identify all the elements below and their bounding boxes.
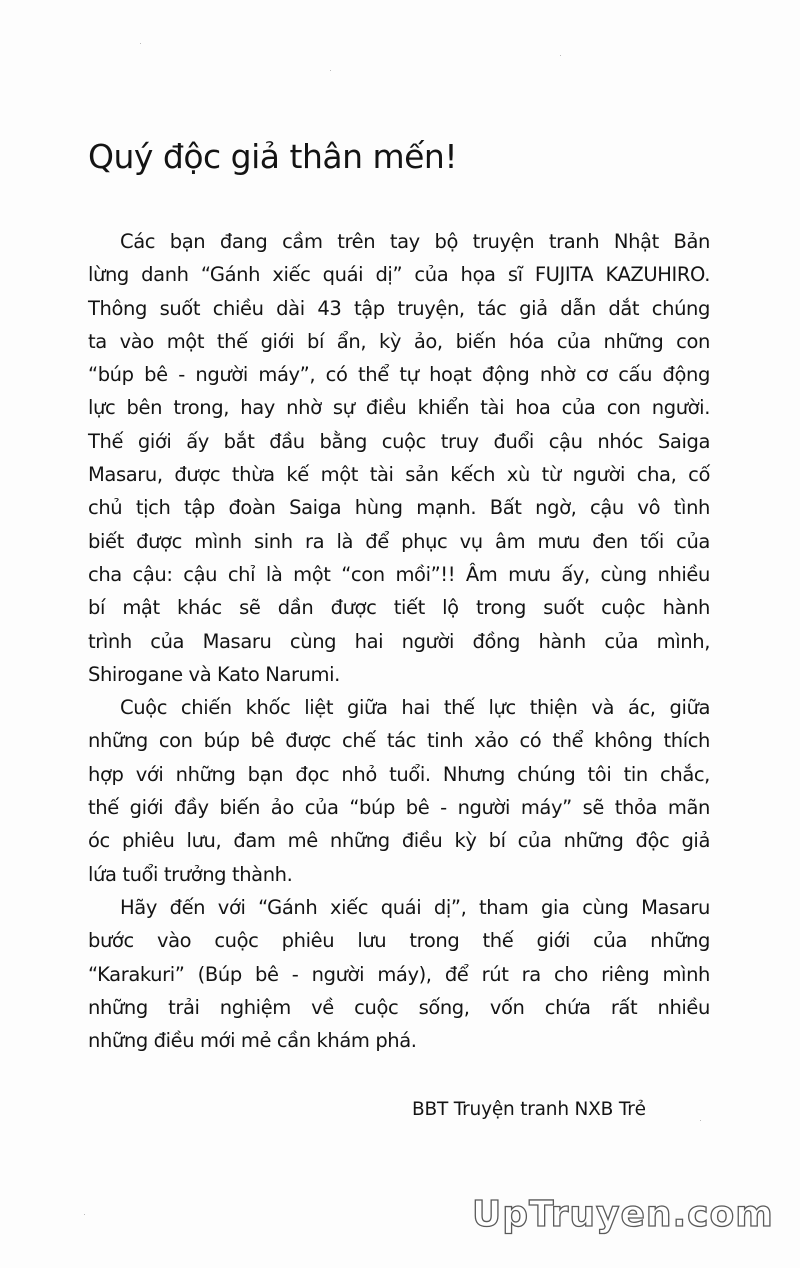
scan-speck — [330, 70, 331, 71]
text-line: biết được mình sinh ra là để phục vụ âm mưu đen tối của — [88, 529, 710, 553]
text-line: Hãy đến với “Gánh xiếc quái dị”, tham gia cùng Masaru — [120, 895, 710, 919]
scan-speck — [140, 43, 141, 44]
text-line: cha cậu: cậu chỉ là một “con mồi”!! Âm mưu ấy, cùng nhiều — [88, 562, 710, 586]
scan-speck — [560, 55, 561, 56]
watermark-logo: UpTruyen.com — [472, 1194, 774, 1235]
text-line: Thế giới ấy bắt đầu bằng cuộc truy đuổi cậu nhóc Saiga — [88, 429, 710, 453]
signature: BBT Truyện tranh NXB Trẻ — [412, 1099, 646, 1120]
text-line: lừng danh “Gánh xiếc quái dị” của họa sĩ FUJITA KAZUHIRO. — [88, 263, 710, 287]
text-line: Masaru, được thừa kế một tài sản kếch xù từ người cha, cố — [88, 463, 710, 487]
text-line: bước vào cuộc phiêu lưu trong thế giới của những — [88, 929, 710, 953]
scan-speck — [700, 1120, 701, 1121]
text-line: Cuộc chiến khốc liệt giữa hai thế lực thiện và ác, giữa — [120, 696, 710, 720]
text-line: ta vào một thế giới bí ẩn, kỳ ảo, biến hóa của những con — [88, 329, 710, 353]
text-line: lực bên trong, hay nhờ sự điều khiển tài hoa của con người. — [88, 396, 710, 420]
text-line: “búp bê - người máy”, có thể tự hoạt động nhờ cơ cấu động — [88, 363, 710, 387]
scan-speck — [84, 1214, 85, 1215]
text-line: “Karakuri” (Búp bê - người máy), để rút ra cho riêng mình — [88, 962, 710, 986]
text-line: những điều mới mẻ cần khám phá. — [88, 1029, 417, 1053]
text-line: Các bạn đang cầm trên tay bộ truyện tranh Nhật Bản — [120, 230, 710, 253]
text-line: những trải nghiệm về cuộc sống, vốn chứa rất nhiều — [88, 995, 710, 1019]
text-line: trình của Masaru cùng hai người đồng hành của mình, — [88, 629, 710, 653]
text-line: Shirogane và Kato Narumi. — [88, 662, 340, 686]
text-line: chủ tịch tập đoàn Saiga hùng mạnh. Bất ngờ, cậu vô tình — [88, 496, 710, 520]
text-line: hợp với những bạn đọc nhỏ tuổi. Nhưng chúng tôi tin chắc, — [88, 762, 710, 786]
text-line: óc phiêu lưu, đam mê những điều kỳ bí của những độc giả — [88, 829, 710, 853]
page-title: Quý độc giả thân mến! — [88, 137, 458, 176]
text-line: bí mật khác sẽ dần được tiết lộ trong suốt cuộc hành — [88, 596, 710, 620]
text-line: thế giới đầy biến ảo của “búp bê - người máy” sẽ thỏa mãn — [88, 796, 710, 820]
text-line: những con búp bê được chế tác tinh xảo có thể không thích — [88, 729, 710, 753]
text-line: Thông suốt chiều dài 43 tập truyện, tác giả dẫn dắt chúng — [88, 296, 710, 320]
text-line: lứa tuổi trưởng thành. — [88, 862, 293, 886]
letter-body — [88, 225, 710, 1057]
